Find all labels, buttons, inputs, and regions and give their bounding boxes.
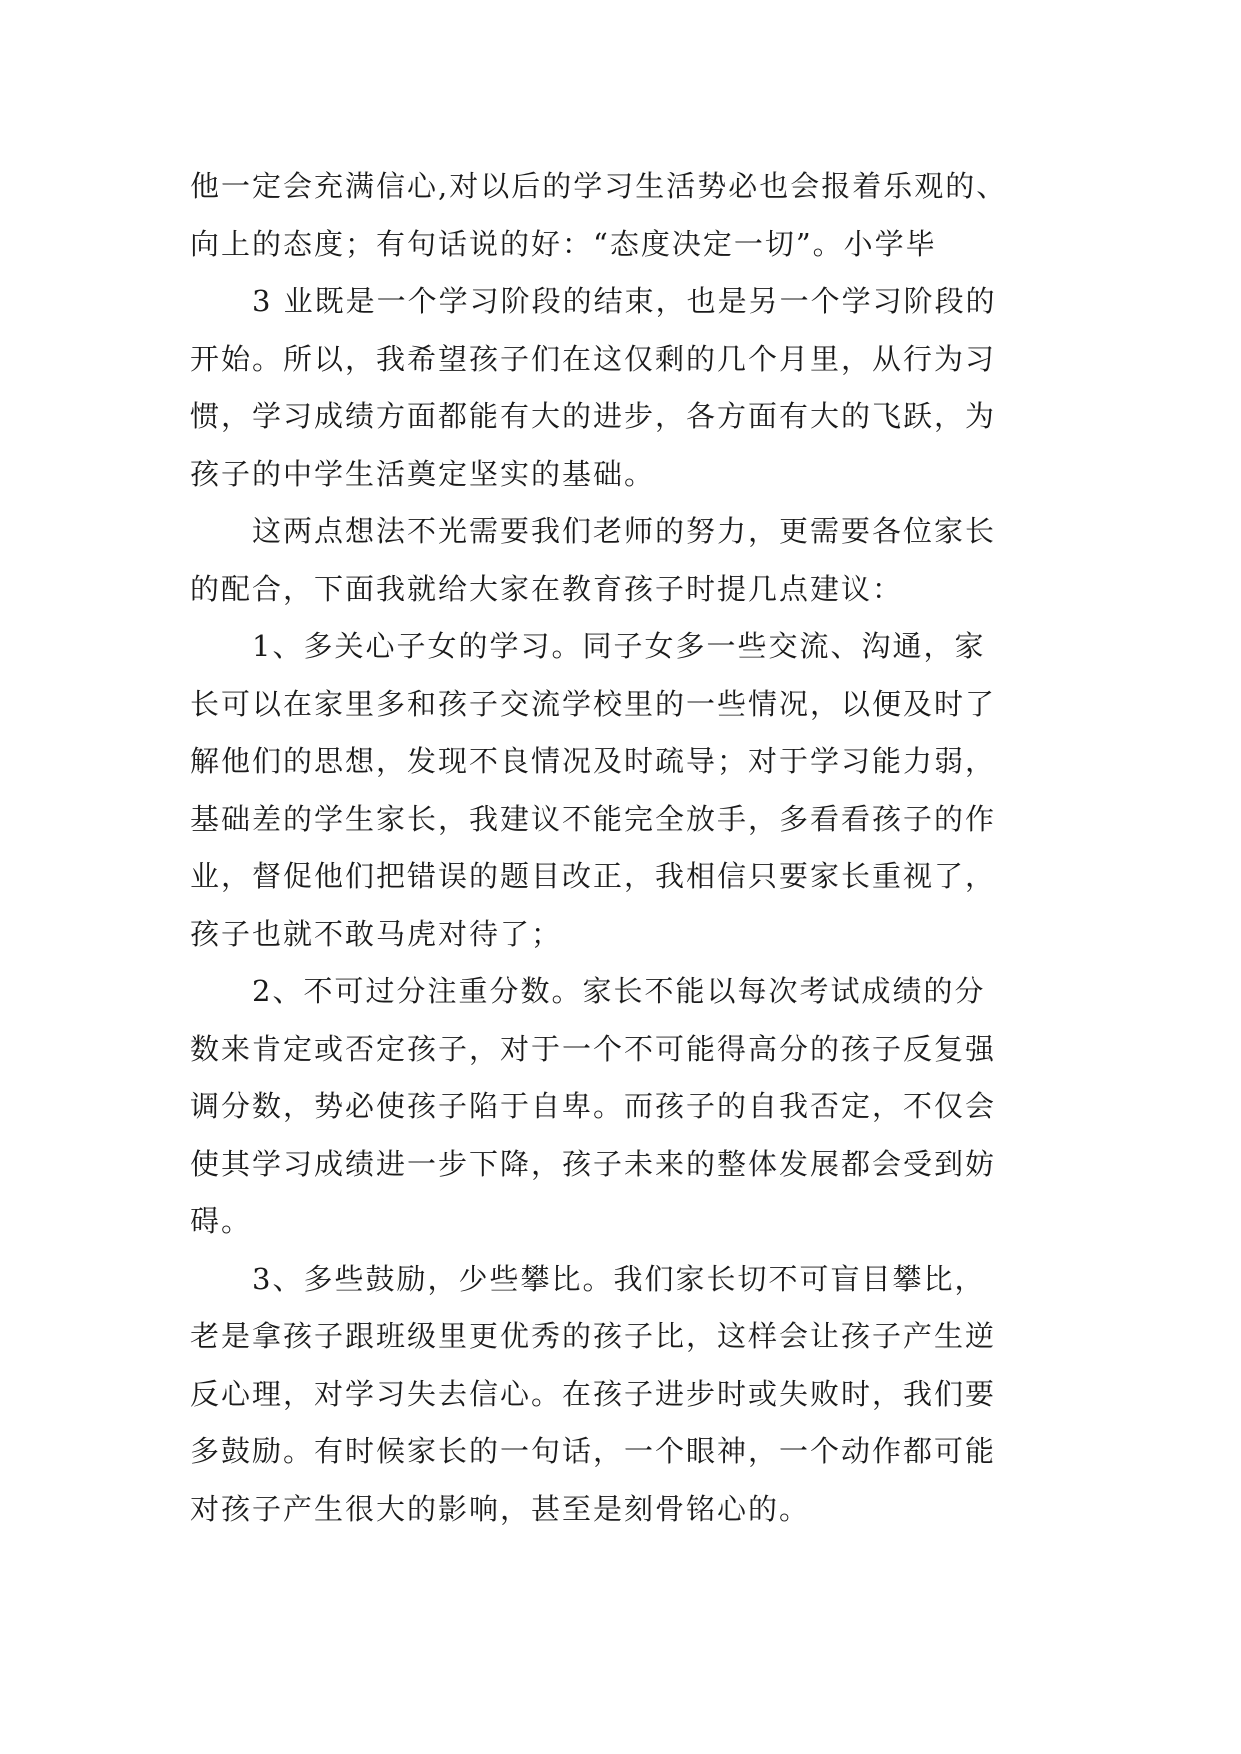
text-line: 数来肯定或否定孩子，对于一个不可能得高分的孩子反复强 (190, 1031, 997, 1066)
text-line: 多鼓励。有时候家长的一句话，一个眼神，一个动作都可能 (190, 1434, 997, 1468)
text-line: 孩子的中学生活奠定坚实的基础。 (190, 456, 656, 491)
text-line: 对孩子产生很大的影响，甚至是刻骨铭心的。 (190, 1491, 811, 1526)
text-line: 1、多关心子女的学习。同子女多一些交流、沟通，家 (252, 629, 986, 663)
text-line: 向上的态度；有句话说的好：“态度决定一切”。小学毕 (190, 226, 937, 261)
text-line: 孩子也就不敢马虎对待了； (190, 916, 563, 951)
text-line: 业，督促他们把错误的题目改正，我相信只要家长重视了， (190, 859, 997, 893)
document-body (190, 158, 1090, 1538)
text-line: 长可以在家里多和孩子交流学校里的一些情况，以便及时了 (190, 686, 997, 721)
text-line: 反心理，对学习失去信心。在孩子进步时或失败时，我们要 (190, 1376, 997, 1411)
text-line: 老是拿孩子跟班级里更优秀的孩子比，这样会让孩子产生逆 (190, 1319, 997, 1353)
text-line: 3、多些鼓励，少些攀比。我们家长切不可盲目攀比， (252, 1261, 986, 1296)
text-line: 惯，学习成绩方面都能有大的进步，各方面有大的飞跃，为 (190, 399, 997, 433)
text-line: 开始。所以，我希望孩子们在这仅剩的几个月里，从行为习 (190, 341, 997, 376)
text-line: 基础差的学生家长，我建议不能完全放手，多看看孩子的作 (190, 801, 997, 836)
text-line: 他一定会充满信心,对以后的学习生活势必也会报着乐观的、 (190, 169, 1008, 203)
text-line: 3 业既是一个学习阶段的结束，也是另一个学习阶段的 (252, 284, 997, 318)
text-line: 的配合，下面我就给大家在教育孩子时提几点建议： (190, 571, 904, 606)
text-line: 解他们的思想，发现不良情况及时疏导；对于学习能力弱， (190, 744, 997, 778)
text-line: 碍。 (190, 1204, 253, 1238)
text-line: 调分数，势必使孩子陷于自卑。而孩子的自我否定，不仅会 (190, 1089, 997, 1123)
text-line: 使其学习成绩进一步下降，孩子未来的整体发展都会受到妨 (190, 1146, 997, 1181)
text-line: 这两点想法不光需要我们老师的努力，更需要各位家长 (252, 514, 997, 548)
text-line: 2、不可过分注重分数。家长不能以每次考试成绩的分 (252, 974, 986, 1008)
